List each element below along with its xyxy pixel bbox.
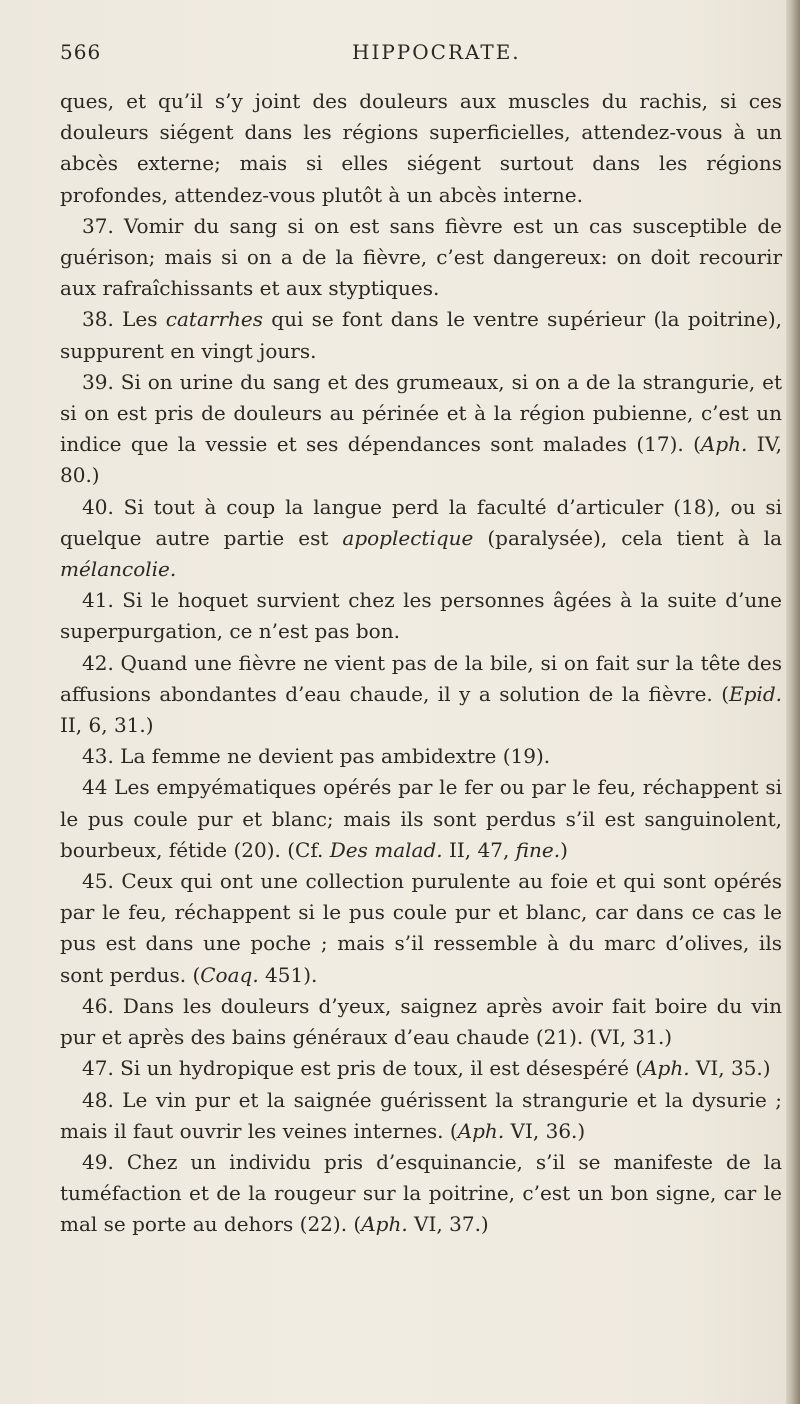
italic-text: Aph.	[643, 1056, 690, 1081]
running-title: HIPPOCRATE.	[352, 40, 521, 64]
italic-text: Des malad.	[329, 837, 443, 862]
italic-text: mélancolie.	[60, 557, 177, 582]
text-segment: 41. Si le hoquet survient chez les personnes âgées à la suite d’une superpurgation, ce n’est pas bon.	[60, 588, 782, 644]
text-segment: 48. Le vin pur et la saignée guérissent la strangurie et la dysurie ; mais il faut ouvrir les veines internes. (	[60, 1087, 782, 1143]
paragraph-37	[60, 211, 782, 305]
paragraph-48	[60, 1085, 782, 1147]
page-edge-shadow	[786, 0, 800, 1404]
text-segment: 49. Chez un individu pris d’esquinancie, s’il se manifeste de la tuméfaction et de la rougeur sur la poitrine, c’est un bon signe, car le mal se porte au dehors (22). (	[60, 1149, 782, 1237]
text-segment: IV, 80.)	[60, 432, 782, 488]
text-segment: VI, 36.)	[504, 1118, 586, 1143]
text-segment: 45. Ceux qui ont une collection purulente au foie et qui sont opérés par le feu, réchappent si le pus coule pur et blanc, car dans ce cas le pus est dans une poche ; mais s’il ressemble à du marc d’olives, ils sont perdus. (	[60, 869, 782, 987]
italic-text: Aph.	[457, 1118, 505, 1143]
page-header	[60, 40, 780, 74]
text-segment: 39. Si on urine du sang et des grumeaux, si on a de la strangurie, et si on est pris de douleurs au périnée et à la région pubienne, c’est un indice que la vessie et ses dépendances sont malades (17). (	[60, 369, 782, 457]
paragraph-41	[60, 585, 782, 647]
paragraph-46	[60, 991, 782, 1053]
text-segment: 38. Les	[82, 307, 166, 332]
paragraph-45	[60, 866, 782, 991]
text-segment: 40. Si tout à coup la langue perd la faculté d’articuler (18), ou si quelque autre partie est	[60, 494, 782, 550]
italic-text: apoplectique	[342, 525, 474, 550]
paragraph-42	[60, 648, 782, 742]
italic-text: Aph.	[361, 1212, 408, 1237]
text-segment: 44 Les empyématiques opérés par le fer ou par le feu, réchappent si le pus coule pur et blanc; mais ils sont perdus s’il est sanguinolent, bourbeux, fétide (20). (Cf.	[60, 775, 782, 862]
paragraph-49	[60, 1147, 782, 1241]
text-segment: 451).	[258, 962, 318, 987]
paragraph-continuation	[60, 86, 782, 211]
text-segment: 46. Dans les douleurs d’yeux, saignez après avoir fait boire du vin pur et après des bains généraux d’eau chaude (21). (VI, 31.)	[60, 993, 782, 1050]
text-segment: II, 6, 31.)	[60, 713, 154, 738]
text-segment: VI, 35.)	[689, 1056, 771, 1081]
italic-text: catarrhes	[165, 307, 263, 332]
text-segment: 37. Vomir du sang si on est sans fièvre est un cas susceptible de guérison; mais si on a de la fièvre, c’est dangereux: on doit recourir aux rafraîchissants et aux styptiques.	[60, 213, 782, 301]
italic-text: Aph.	[700, 432, 748, 457]
text-segment: 47. Si un hydropique est pris de toux, il est désespéré (	[82, 1056, 644, 1081]
page-number: 566	[60, 40, 102, 64]
paragraph-39	[60, 367, 782, 492]
text-segment: VI, 37.)	[407, 1212, 489, 1237]
text-segment: II, 47,	[442, 837, 516, 862]
paragraph-43	[60, 741, 782, 772]
italic-text: fine.	[515, 837, 561, 862]
paragraph-38	[60, 304, 782, 366]
paragraph-40	[60, 492, 782, 586]
text-segment: )	[560, 837, 568, 862]
italic-text: Epid.	[729, 681, 782, 706]
text-segment: 42. Quand une fièvre ne vient pas de la bile, si on fait sur la tête des affusions abondantes d’eau chaude, il y a solution de la fièvre. (	[60, 650, 782, 706]
text-segment: ques, et qu’il s’y joint des douleurs aux muscles du rachis, si ces douleurs siégent dans les régions superficielles, attendez-vous à un abcès externe; mais si elles siégent surtout dans les régions profondes, attendez-vous plutôt à un abcès interne.	[60, 89, 782, 207]
paragraph-47	[60, 1053, 782, 1084]
body-text	[60, 86, 782, 1241]
paragraph-44	[60, 772, 782, 866]
text-segment: 43. La femme ne devient pas ambidextre (19).	[82, 744, 551, 769]
text-segment: (paralysée), cela tient à la	[473, 525, 783, 550]
text-segment: qui se font dans le ventre supérieur (la poitrine), suppurent en vingt jours.	[60, 307, 783, 363]
italic-text: Coaq.	[200, 962, 259, 987]
